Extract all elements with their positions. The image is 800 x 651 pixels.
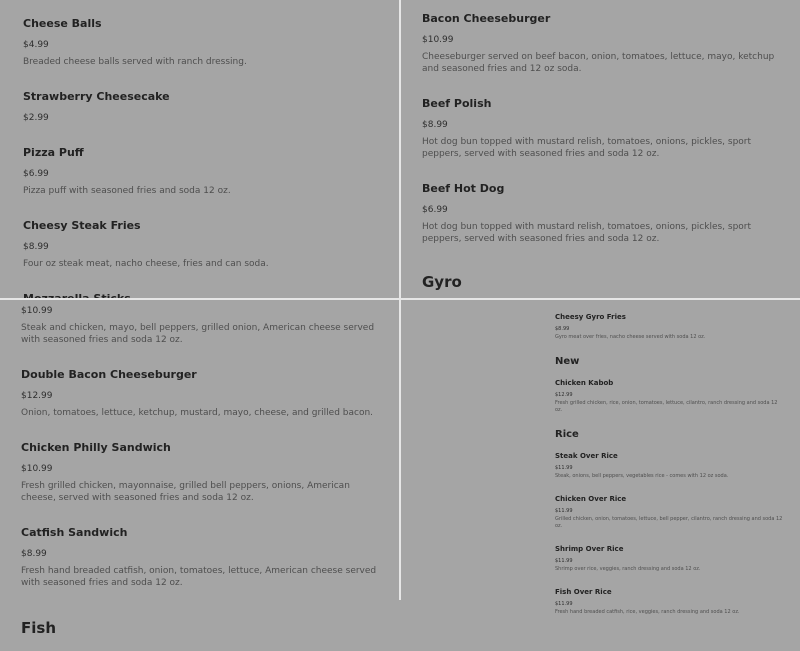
menu-item-beef-hot-dog[interactable] xyxy=(422,182,784,245)
item-name: Chicken Over Rice xyxy=(555,495,627,503)
top-right-panel xyxy=(401,0,800,298)
section-heading-rice: Rice xyxy=(555,429,579,440)
menu-item-chicken-kabob[interactable] xyxy=(555,379,783,414)
bottom-right-panel xyxy=(401,300,800,615)
item-description: Onion, tomatoes, lettuce, ketchup, mustard, mayo, cheese, and grilled bacon. xyxy=(21,408,374,418)
item-price: $12.99 xyxy=(555,392,573,398)
menu-item-bacon-cheeseburger[interactable] xyxy=(422,12,784,75)
item-description: Shrimp over rice, veggies, ranch dressing and soda 12 oz. xyxy=(555,566,701,572)
item-price: $11.99 xyxy=(555,558,573,564)
item-description: Steak and chicken, mayo, bell peppers, grilled onion, American cheese served with seasoned fries and soda 12 oz. xyxy=(21,323,375,345)
menu-item-shrimp-over-rice[interactable] xyxy=(555,545,783,573)
menu-item-beef-polish[interactable] xyxy=(422,97,784,160)
item-description: Steak, onions, bell peppers, vegetables rice - comes with 12 oz soda. xyxy=(555,473,729,479)
menu-item-catfish-sandwich[interactable] xyxy=(21,526,383,589)
item-name: Cheesy Steak Fries xyxy=(23,219,141,232)
item-name: Cheese Balls xyxy=(23,17,102,30)
item-price: $2.99 xyxy=(23,113,49,123)
item-description: Pizza puff with seasoned fries and soda 12 oz. xyxy=(23,186,231,196)
section-heading-new: New xyxy=(555,356,580,367)
menu-item-pizza-puff[interactable] xyxy=(23,146,383,197)
item-price: $8.99 xyxy=(23,242,49,252)
menu-item-strawberry-cheesecake[interactable] xyxy=(23,90,383,124)
item-price: $6.99 xyxy=(422,205,448,215)
item-name: Cheesy Gyro Fries xyxy=(555,313,626,321)
item-description: Fresh grilled chicken, rice, onion, tomatoes, lettuce, cilantro, ranch dressing and soda 12 oz. xyxy=(555,400,778,413)
menu-item-chicken-philly-sandwich[interactable] xyxy=(21,441,383,504)
item-description: Fresh hand breaded catfish, rice, veggies, ranch dressing and soda 12 oz. xyxy=(555,609,740,615)
item-price: $12.99 xyxy=(21,391,53,401)
item-price: $11.99 xyxy=(555,508,573,514)
item-name: Beef Hot Dog xyxy=(422,182,505,195)
item-price: $8.99 xyxy=(422,120,448,130)
item-price: $10.99 xyxy=(422,35,454,45)
item-name: Strawberry Cheesecake xyxy=(23,90,170,103)
item-name: Steak Over Rice xyxy=(555,452,618,460)
menu-item-chicken-over-rice[interactable] xyxy=(555,495,783,530)
item-name: Bacon Cheeseburger xyxy=(422,12,551,25)
menu-item-fish-over-rice[interactable] xyxy=(555,588,783,616)
item-name: Beef Polish xyxy=(422,97,492,110)
item-description: Gyro meat over fries, nacho cheese served with soda 12 oz. xyxy=(555,334,706,340)
item-name: Chicken Kabob xyxy=(555,379,614,387)
vertical-divider xyxy=(399,0,401,600)
item-price: $10.99 xyxy=(21,464,53,474)
item-name: Catfish Sandwich xyxy=(21,526,128,539)
item-description: Hot dog bun topped with mustard relish, tomatoes, onions, pickles, sport peppers, served with seasoned fries and soda 12 oz. xyxy=(422,222,752,244)
section-heading-gyro: Gyro xyxy=(422,273,462,291)
item-price: $8.99 xyxy=(555,326,570,332)
menu-item-cheesy-gyro-fries[interactable] xyxy=(555,313,783,341)
item-description: Breaded cheese balls served with ranch dressing. xyxy=(23,57,247,67)
item-price: $10.99 xyxy=(21,306,53,316)
menu-item-cheese-balls[interactable] xyxy=(23,17,383,68)
item-price: $8.99 xyxy=(21,549,47,559)
item-price: $6.99 xyxy=(23,169,49,179)
menu-item-cheesy-steak-fries[interactable] xyxy=(23,219,383,270)
bottom-left-panel xyxy=(0,300,399,637)
item-price: $11.99 xyxy=(555,465,573,471)
menu-item-partial[interactable] xyxy=(21,306,383,346)
item-name: Double Bacon Cheeseburger xyxy=(21,368,197,381)
top-left-panel xyxy=(0,0,399,298)
menu-item-steak-over-rice[interactable] xyxy=(555,452,783,480)
menu-item-double-bacon-cheeseburger[interactable] xyxy=(21,368,383,419)
item-description: Cheeseburger served on beef bacon, onion, tomatoes, lettuce, mayo, ketchup and seasoned fries and 12 oz soda. xyxy=(422,52,775,74)
horizontal-divider xyxy=(0,298,800,300)
item-description: Grilled chicken, onion, tomatoes, lettuce, bell pepper, cilantro, ranch dressing and soda 12 oz. xyxy=(555,516,783,529)
item-price: $4.99 xyxy=(23,40,49,50)
item-name: Shrimp Over Rice xyxy=(555,545,624,553)
item-description: Hot dog bun topped with mustard relish, tomatoes, onions, pickles, sport peppers, served with seasoned fries and soda 12 oz. xyxy=(422,137,752,159)
item-description: Fresh grilled chicken, mayonnaise, grilled bell peppers, onions, American cheese, served with seasoned fries and soda 12 oz. xyxy=(21,481,350,503)
item-description: Fresh hand breaded catfish, onion, tomatoes, lettuce, American cheese served with seasoned fries and soda 12 oz. xyxy=(21,566,377,588)
item-name: Pizza Puff xyxy=(23,146,84,159)
item-description: Four oz steak meat, nacho cheese, fries and can soda. xyxy=(23,259,269,269)
item-name: Chicken Philly Sandwich xyxy=(21,441,171,454)
section-heading-fish: Fish xyxy=(21,619,56,637)
item-price: $11.99 xyxy=(555,601,573,607)
item-name: Fish Over Rice xyxy=(555,588,612,596)
